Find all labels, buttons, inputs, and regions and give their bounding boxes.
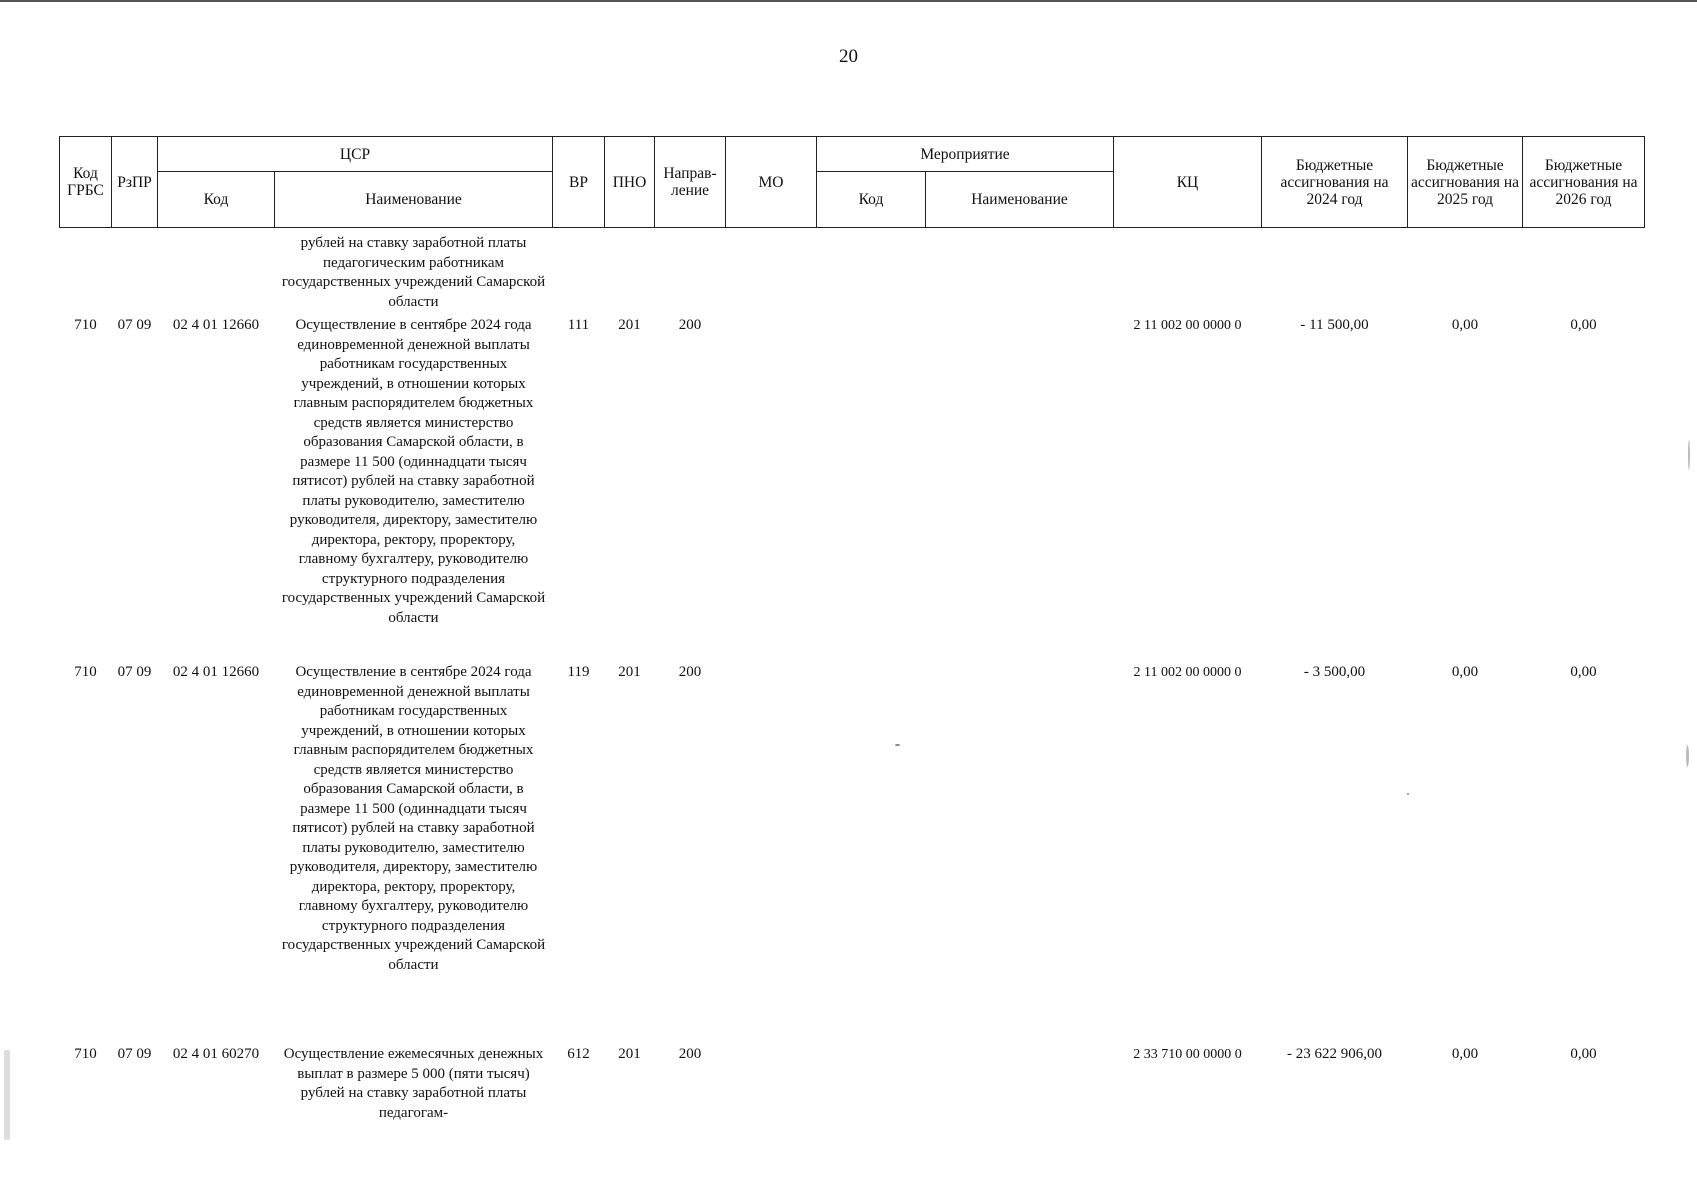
table-header (60, 137, 1645, 228)
header-mer-name: Наименование (926, 172, 1114, 228)
top-border-line (0, 0, 1697, 2)
cell-budget-2026: 0,00 (1570, 317, 1597, 333)
header-mo: МО (726, 137, 817, 228)
cell-csr-kod: 02 4 01 12660 (172, 664, 260, 680)
cell-csr-name: Осуществление в сентябре 2024 года единовременной денежной выплаты работникам государственных учреждений, в отношении которых главным распорядителем бюджетных средств является министерство образования Самарской области, в размере 11 500 (одиннадцати тысяч пятисот) рублей на ставку заработной платы руководителю, заместителю руководителя, директору, заместителю директора, ректору, проректору, главному бухгалтеру, руководителю структурного подразделения государственных учреждений Самарской области (281, 317, 546, 626)
continuation-name: рублей на ставку заработной платы педагогическим работникам государственных учреждений Самарской области (281, 235, 546, 310)
cell-napravlenie: 200 (678, 1046, 702, 1062)
cell-kc: 2 11 002 00 0000 0 (1133, 665, 1242, 680)
scan-speck (4, 1050, 10, 1140)
table-row (60, 316, 1645, 663)
cell-rzpr: 07 09 (117, 317, 152, 333)
cell-rzpr: 07 09 (117, 1046, 152, 1062)
cell-mer-name (926, 316, 1114, 663)
cell-vr: 119 (567, 664, 590, 680)
cell-mer-name (926, 1045, 1114, 1123)
table-row (60, 663, 1645, 1045)
cell-mer-name (926, 663, 1114, 1045)
header-kc: КЦ (1114, 137, 1262, 228)
table-body (60, 228, 1645, 1124)
cell-mo (726, 1045, 817, 1123)
cell-kc: 2 33 710 00 0000 0 (1133, 1047, 1242, 1062)
table-row-continuation (60, 228, 1645, 317)
cell-csr-kod: 02 4 01 12660 (172, 317, 260, 333)
cell-kc: 2 11 002 00 0000 0 (1133, 318, 1242, 333)
cell-grbs: 710 (74, 317, 97, 333)
cell-csr-name: Осуществление ежемесячных денежных выплат в размере 5 000 (пяти тысяч) рублей на ставку заработной платы педагогам- (283, 1046, 544, 1121)
cell-budget-2025: 0,00 (1451, 664, 1479, 680)
cell-budget-2024: - 11 500,00 (1300, 317, 1369, 333)
cell-pno: 201 (618, 317, 641, 333)
scan-speck (1407, 793, 1409, 795)
header-budget-2025: Бюджетные ассигнования на 2025 год (1408, 137, 1523, 228)
cell-rzpr: 07 09 (117, 664, 152, 680)
cell-csr-name: Осуществление в сентябре 2024 года единовременной денежной выплаты работникам государственных учреждений, в отношении которых главным распорядителем бюджетных средств является министерство образования Самарской области, в размере 11 500 (одиннадцати тысяч пятисот) рублей на ставку заработной платы руководителю, заместителю руководителя, директору, заместителю директора, ректору, проректору, главному бухгалтеру, руководителю структурного подразделения государственных учреждений Самарской области (281, 664, 546, 973)
header-napravlenie: Направ-ление (655, 137, 726, 228)
header-kod-grbs: Код ГРБС (60, 137, 112, 228)
header-budget-2026: Бюджетные ассигнования на 2026 год (1523, 137, 1645, 228)
cell-mer-kod (817, 316, 926, 663)
header-rzpr: РзПР (112, 137, 158, 228)
cell-mer-kod (817, 663, 926, 1045)
cell-pno: 201 (618, 1046, 641, 1062)
table-row (60, 1045, 1645, 1123)
cell-pno: 201 (618, 664, 641, 680)
header-meropriyatie: Мероприятие (817, 137, 1114, 172)
cell-budget-2025: 0,00 (1451, 1046, 1479, 1062)
cell-budget-2025: 0,00 (1451, 317, 1479, 333)
cell-mo (726, 316, 817, 663)
cell-napravlenie: 200 (678, 664, 702, 680)
cell-budget-2026: 0,00 (1570, 664, 1597, 680)
scan-speck (895, 744, 900, 746)
cell-napravlenie: 200 (678, 317, 702, 333)
cell-budget-2024: - 23 622 906,00 (1287, 1046, 1382, 1062)
header-pno: ПНО (605, 137, 655, 228)
scan-speck (1688, 440, 1690, 470)
cell-vr: 612 (567, 1046, 590, 1062)
cell-budget-2024: - 3 500,00 (1303, 664, 1366, 680)
page-number: 20 (839, 46, 858, 67)
header-budget-2024: Бюджетные ассигнования на 2024 год (1262, 137, 1408, 228)
header-csr-name: Наименование (275, 172, 553, 228)
scan-speck (1686, 745, 1689, 767)
cell-mer-kod (817, 1045, 926, 1123)
header-vr: ВР (553, 137, 605, 228)
header-csr-kod: Код (158, 172, 275, 228)
cell-vr: 111 (567, 317, 590, 333)
header-csr: ЦСР (158, 137, 553, 172)
header-mer-kod: Код (817, 172, 926, 228)
cell-mo (726, 663, 817, 1045)
cell-grbs: 710 (74, 664, 97, 680)
cell-csr-kod: 02 4 01 60270 (172, 1046, 260, 1062)
cell-budget-2026: 0,00 (1570, 1046, 1597, 1062)
budget-table (59, 136, 1645, 1123)
cell-grbs: 710 (74, 1046, 97, 1062)
